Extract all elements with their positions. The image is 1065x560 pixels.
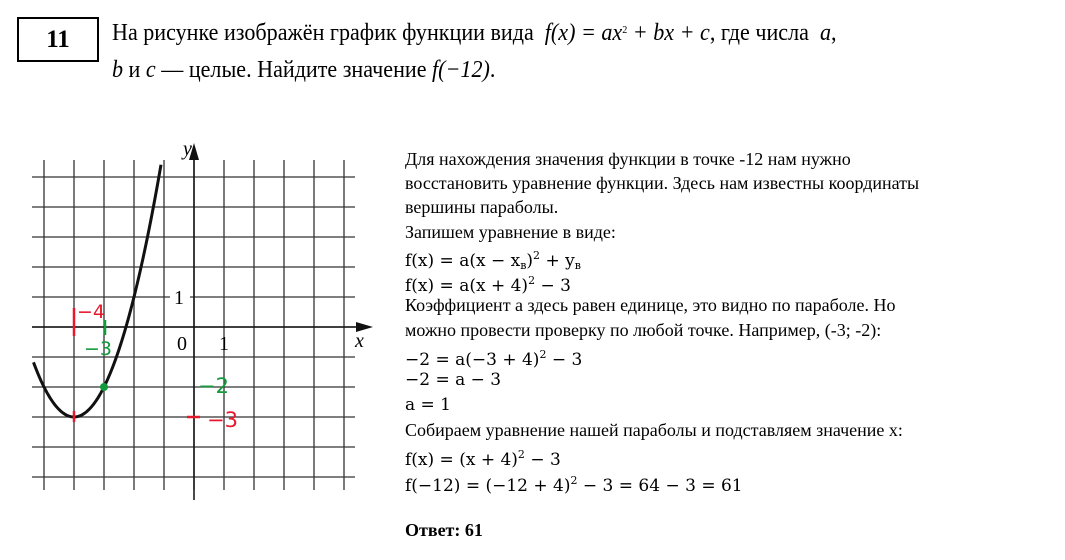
formula: + bx + c — [627, 20, 710, 46]
f: ) — [526, 251, 534, 271]
f: 2 — [528, 274, 536, 287]
solution-line: Собираем уравнение нашей параболы и подставляем значение х: — [405, 420, 903, 440]
task-text: . — [489, 57, 496, 83]
f: в — [520, 259, 527, 272]
tick-label-1-y: 1 — [174, 287, 184, 309]
solution-line: восстановить уравнение функции. Здесь нам известны координаты — [405, 173, 920, 193]
origin-label: 0 — [177, 333, 187, 355]
annotation-red-x: −4 — [77, 301, 106, 323]
solution-line: Коэффициент а здесь равен единице, это видно по параболе. Но — [405, 295, 896, 315]
annotation-green-y: −2 — [198, 374, 229, 398]
task-text: , — [830, 20, 837, 46]
formula-sup: 2 — [622, 24, 628, 36]
formula-step: −2 = a − 3 — [405, 370, 502, 390]
point-marker — [100, 383, 108, 391]
f: − 3 — [546, 350, 583, 370]
f: 2 — [539, 348, 547, 361]
f: f(x) = a(x + 4) — [405, 276, 529, 296]
var-b: b — [112, 57, 124, 83]
var-c: c — [145, 57, 156, 83]
formula-check — [405, 344, 582, 371]
formula-substituted — [405, 270, 571, 297]
parabola-curve — [34, 165, 162, 417]
task-number: 11 — [17, 17, 99, 62]
answer: Ответ: 61 — [405, 520, 483, 540]
var-a: a — [819, 20, 831, 46]
parabola-graph — [0, 0, 390, 500]
solution-line: Запишем уравнение в виде: — [405, 222, 616, 242]
f: 2 — [517, 448, 525, 461]
solution-line: вершины параболы. — [405, 197, 559, 217]
f: − 3 — [524, 450, 561, 470]
f: 2 — [533, 249, 541, 262]
formula-result — [405, 470, 743, 497]
formula-final — [405, 444, 561, 471]
solution-line: Для нахождения значения функции в точке -12 нам нужно — [405, 149, 851, 169]
annotation-green-x: −3 — [84, 338, 113, 360]
solution-line: можно провести проверку по любой точке. Например, (-3; -2): — [405, 320, 882, 340]
x-axis-label: x — [355, 330, 364, 352]
task-text: и — [123, 57, 146, 83]
annotation-red-y: −3 — [207, 408, 238, 432]
task-text: На рисунке изображён график функции вида — [112, 20, 534, 46]
f: + y — [540, 251, 575, 271]
y-axis-label: y — [183, 138, 192, 160]
formula: f(x) = ax — [544, 20, 623, 46]
tick-label-1-x: 1 — [219, 333, 229, 355]
formula-a-value: a = 1 — [405, 395, 452, 415]
f: −2 = a(−3 + 4) — [405, 350, 540, 370]
f: f(−12) = (−12 + 4) — [405, 476, 571, 496]
f: 2 — [570, 474, 578, 487]
formula: f(−12) — [432, 57, 490, 83]
f: − 3 = 64 − 3 = 61 — [577, 476, 743, 496]
task-text: , где числа — [709, 20, 809, 46]
f: f(x) = (x + 4) — [405, 450, 518, 470]
task-text: — целые. Найдите значение — [155, 57, 433, 83]
f: в — [574, 259, 581, 272]
f: f(x) = a(x − x — [405, 251, 521, 271]
f: − 3 — [535, 276, 571, 296]
